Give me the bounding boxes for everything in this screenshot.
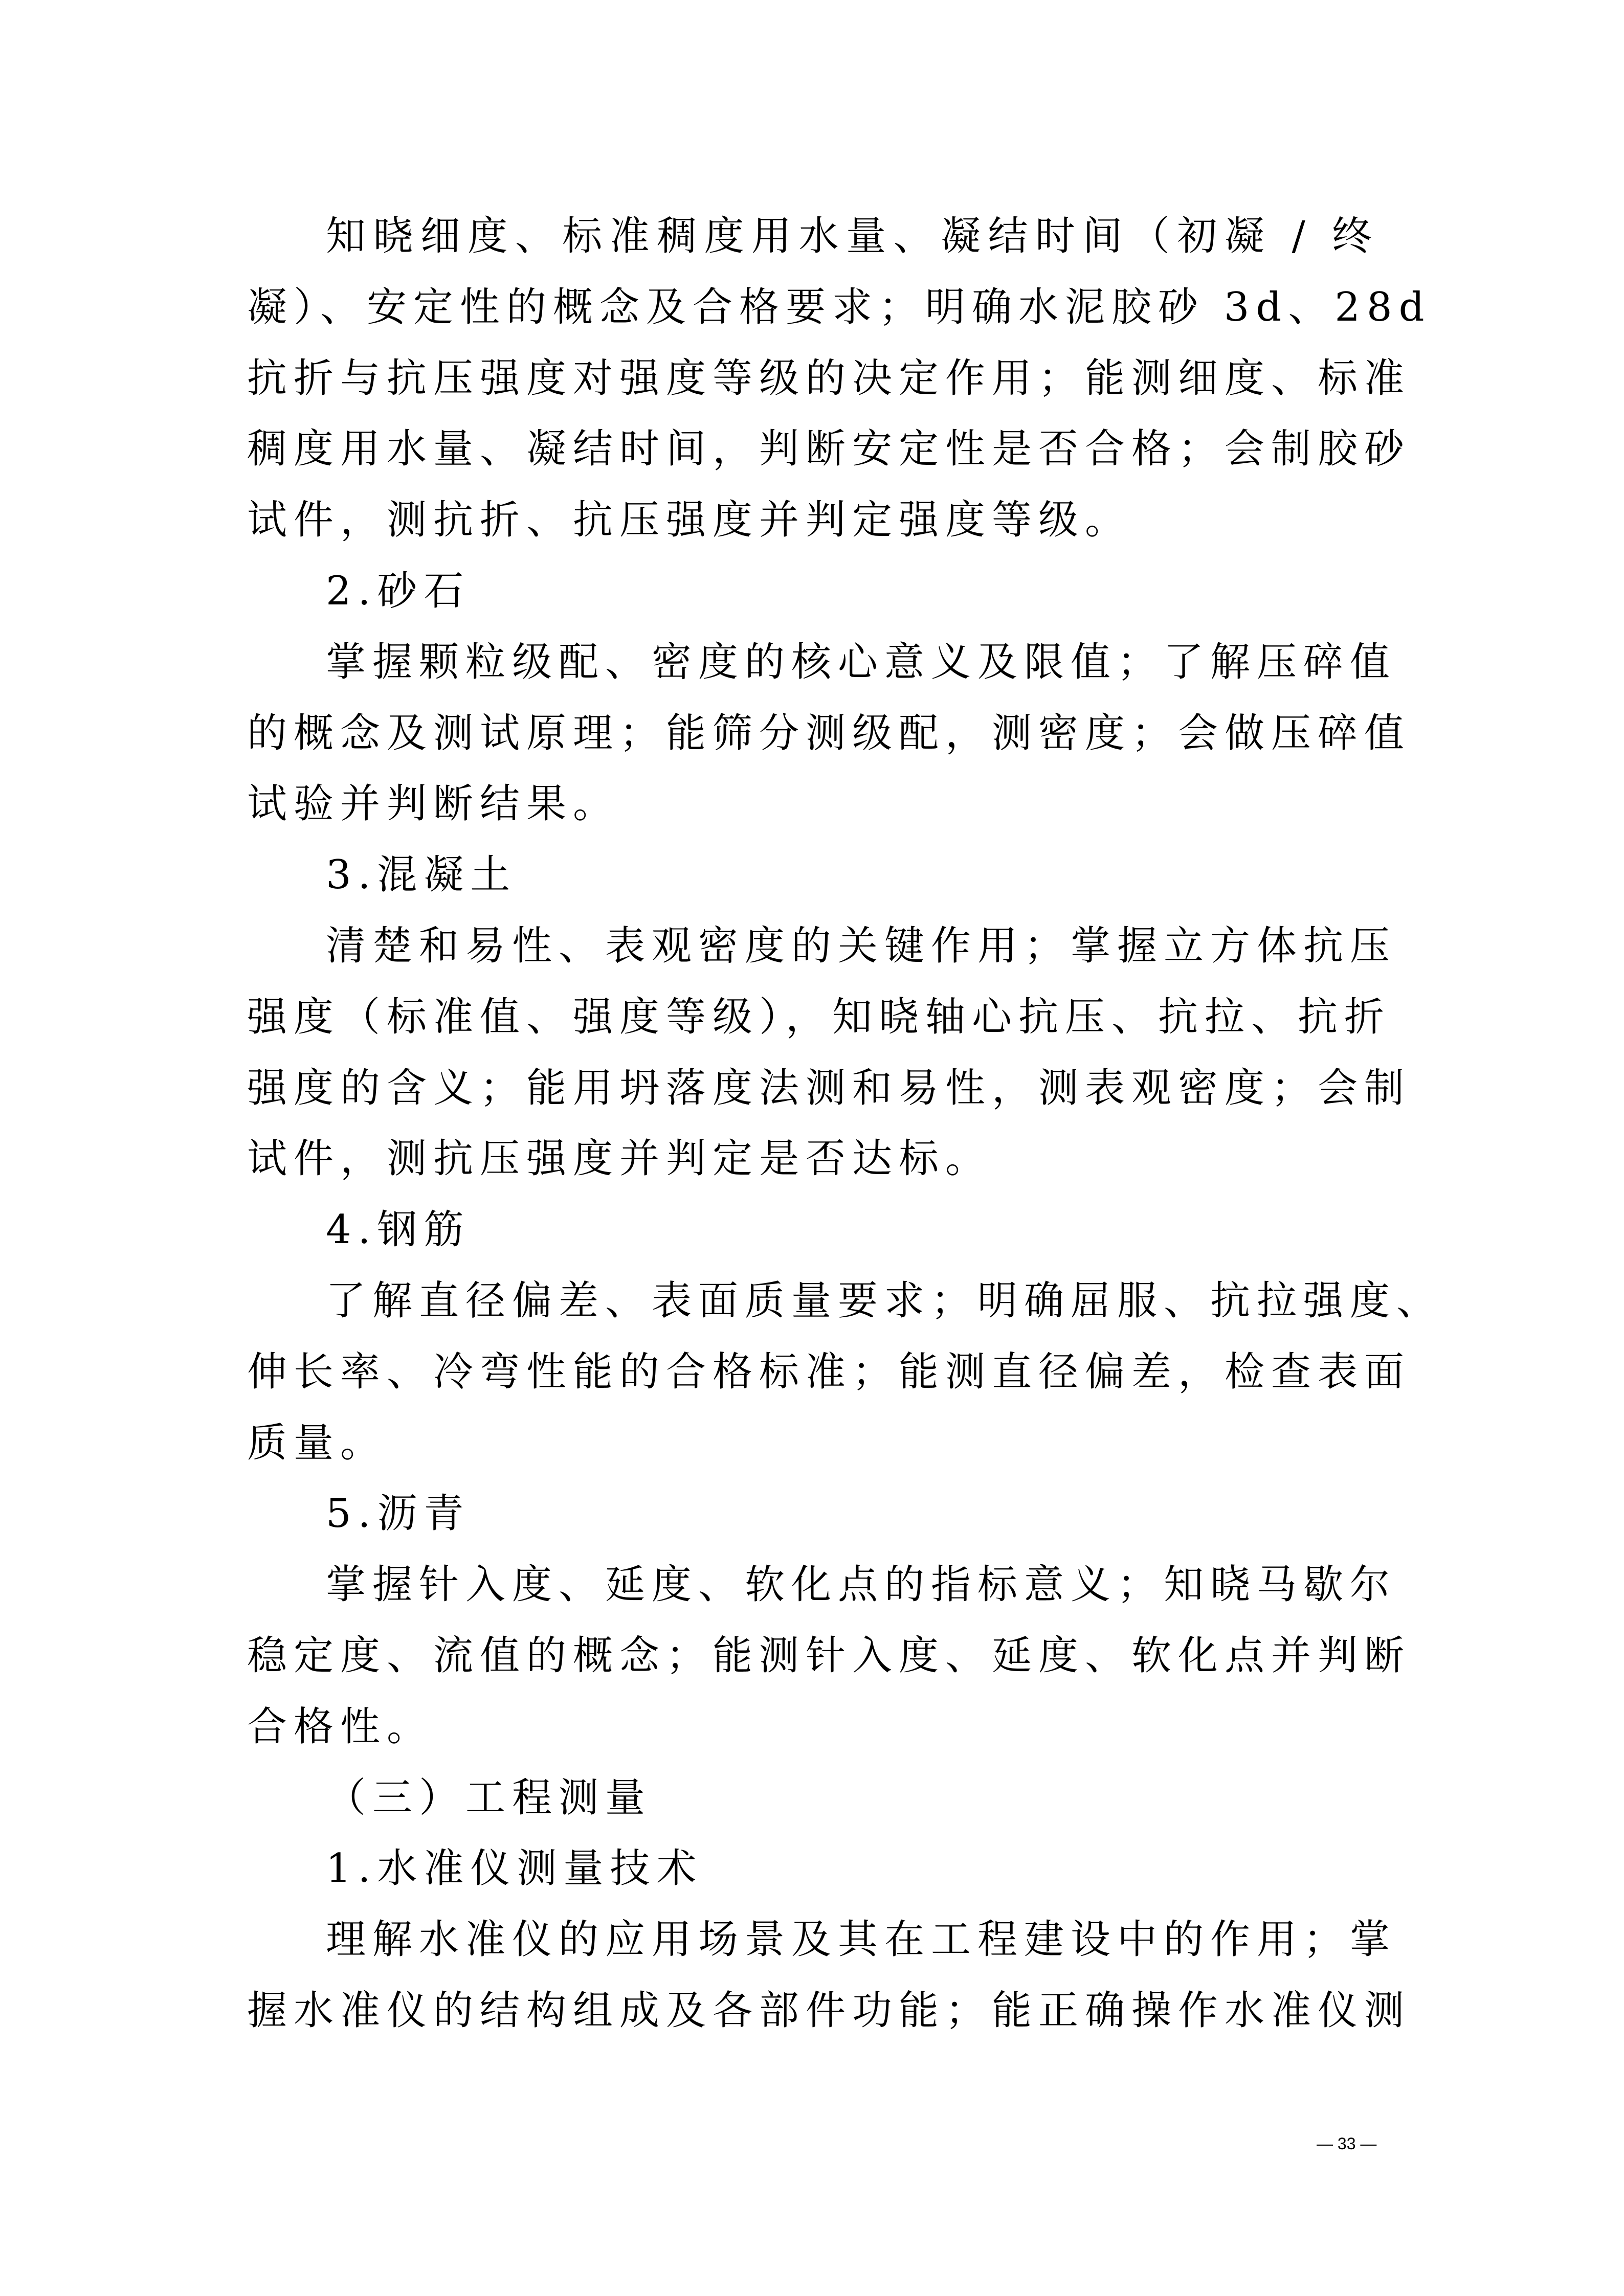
text-line: 试件，测抗折、抗压强度并判定强度等级。 — [247, 497, 1132, 544]
paragraph-level-survey-requirements — [247, 1904, 1411, 2046]
text-line: 知晓细度、标准稠度用水量、凝结时间（初凝 / 终 — [326, 213, 1378, 259]
text-line: 了解直径偏差、表面质量要求；明确屈服、抗拉强度、 — [326, 1277, 1443, 1324]
text-line: 的概念及测试原理；能筛分测级配，测密度；会做压碎值 — [247, 710, 1411, 756]
body-text — [247, 201, 1443, 2046]
paragraph-sand-stone-requirements — [247, 627, 1411, 840]
text-line: 稳定度、流值的概念；能测针入度、延度、软化点并判断 — [247, 1632, 1411, 1679]
text-line: 握水准仪的结构组成及各部件功能；能正确操作水准仪测 — [247, 1987, 1411, 2034]
heading-rebar: 4.钢筋 — [326, 1207, 471, 1253]
page-number: — 33 — — [1317, 2134, 1377, 2153]
paragraph-rebar-requirements — [247, 1266, 1443, 1478]
text-line: 掌握针入度、延度、软化点的指标意义；知晓马歇尔 — [326, 1562, 1397, 1608]
text-line: 伸长率、冷弯性能的合格标准；能测直径偏差，检查表面 — [247, 1348, 1411, 1395]
paragraph-cement-requirements — [247, 201, 1431, 556]
text-line: 掌握颗粒级配、密度的核心意义及限值；了解压碎值 — [326, 639, 1397, 685]
text-line: 强度的含义；能用坍落度法测和易性，测表观密度；会制 — [247, 1065, 1411, 1111]
text-line: 稠度用水量、凝结时间，判断安定性是否合格；会制胶砂 — [247, 426, 1411, 472]
text-line: 抗折与抗压强度对强度等级的决定作用；能测细度、标准 — [247, 355, 1411, 401]
text-line: 清楚和易性、表观密度的关键作用；掌握立方体抗压 — [326, 922, 1397, 969]
paragraph-asphalt-requirements — [247, 1549, 1411, 1762]
text-line: 合格性。 — [247, 1703, 434, 1750]
text-line: 试件，测抗压强度并判定是否达标。 — [247, 1136, 992, 1182]
heading-level-survey: 1.水准仪测量技术 — [326, 1845, 703, 1892]
text-line: 凝）、安定性的概念及合格要求；明确水泥胶砂 3d、28d — [247, 284, 1431, 330]
heading-concrete: 3.混凝土 — [326, 852, 517, 898]
text-line: 强度（标准值、强度等级），知晓轴心抗压、抗拉、抗折 — [247, 994, 1391, 1040]
text-line: 试验并判断结果。 — [247, 781, 620, 827]
heading-sand-stone: 2.砂石 — [326, 568, 471, 614]
text-line: 理解水准仪的应用场景及其在工程建设中的作用；掌 — [326, 1917, 1397, 1963]
paragraph-concrete-requirements — [247, 911, 1411, 1195]
heading-asphalt: 5.沥青 — [326, 1491, 471, 1537]
text-line: 质量。 — [247, 1420, 387, 1466]
heading-engineering-survey: （三）工程测量 — [326, 1774, 652, 1821]
